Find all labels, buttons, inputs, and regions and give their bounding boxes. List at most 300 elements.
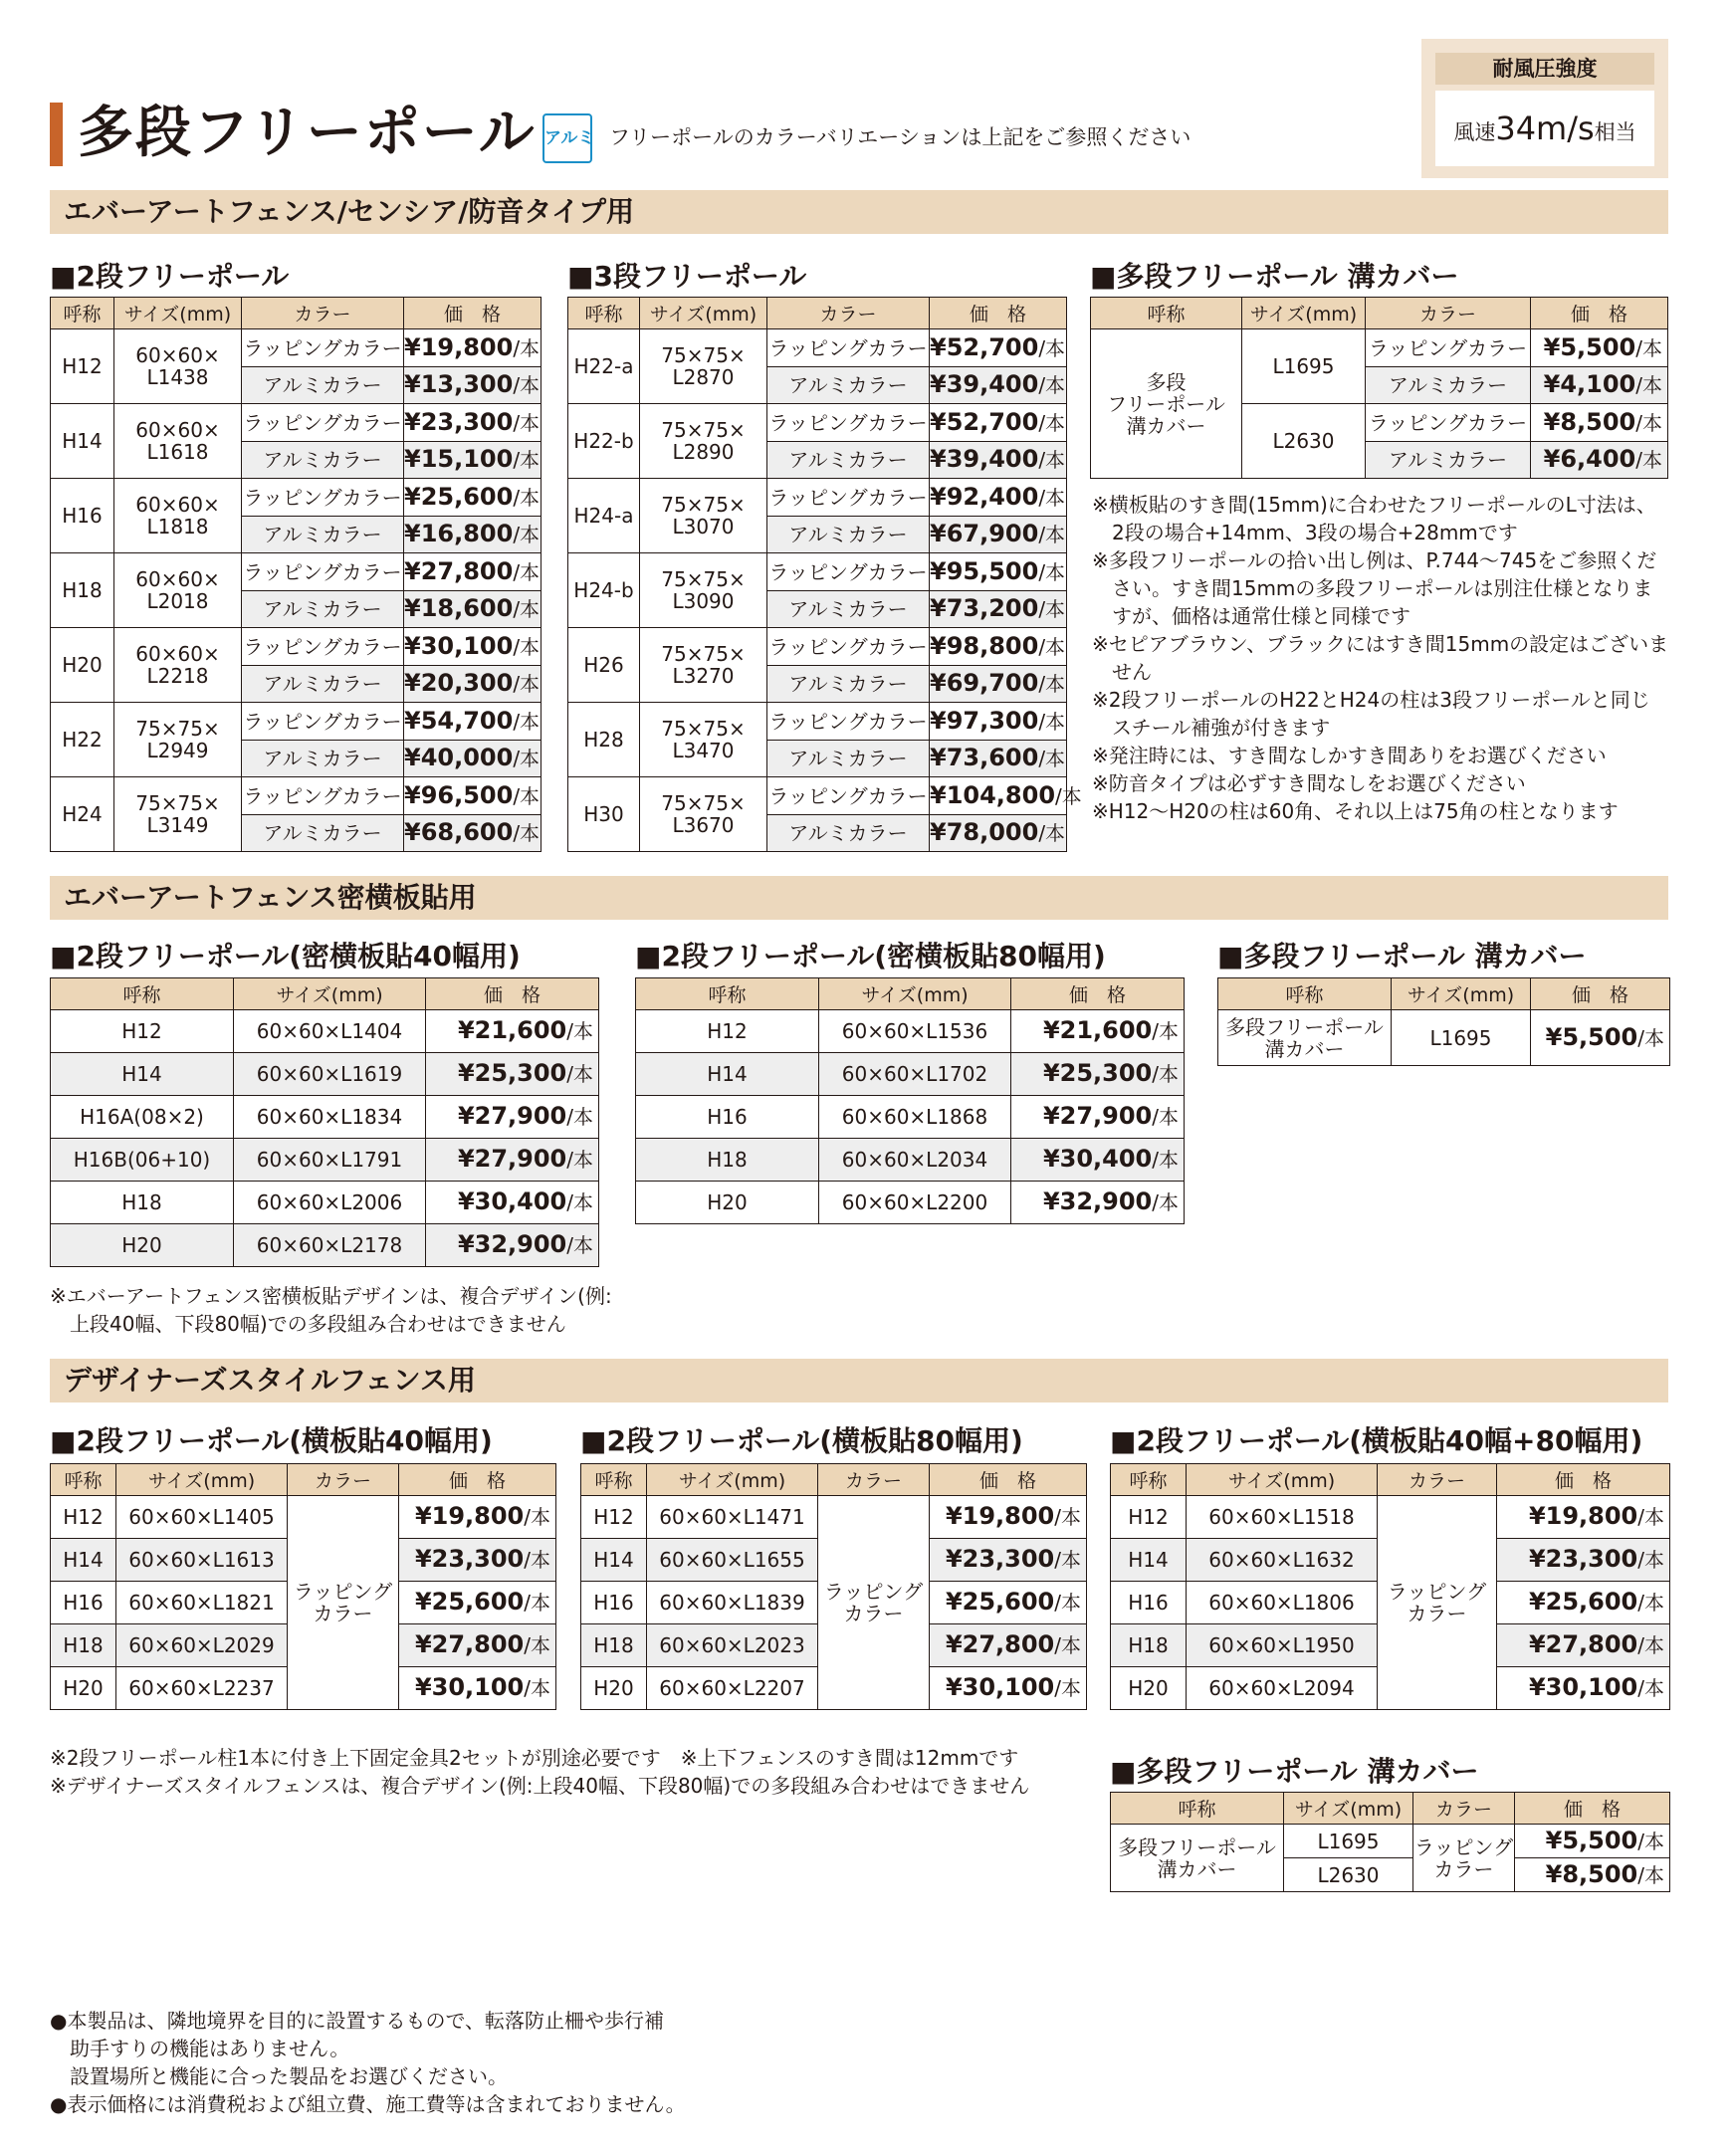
size-cell: 60×60×L1536	[819, 1010, 1011, 1053]
price-unit: /本	[1637, 1591, 1664, 1615]
price-value: ¥68,600	[404, 818, 514, 846]
table-designers-40-80	[1110, 1463, 1670, 1710]
table-3dan-heading: ■3段フリーポール	[567, 260, 807, 293]
price-value: ¥19,800	[414, 1502, 525, 1530]
price-unit: /本	[1152, 1148, 1179, 1172]
size-line1: 60×60×	[135, 567, 220, 591]
name-cell: H18	[51, 1624, 116, 1667]
price-cell	[426, 1096, 599, 1139]
color-alumi-cell: アルミカラー	[767, 367, 930, 404]
col-header-color: カラー	[818, 1464, 930, 1496]
cover-size-cell: L2630	[1284, 1858, 1413, 1892]
price-cell	[930, 1539, 1087, 1582]
name-cell: H16B(06+10)	[51, 1139, 234, 1182]
price-cell	[404, 666, 542, 703]
size-cell: 60×60×L1655	[647, 1539, 818, 1582]
name-cell: H20	[51, 1224, 234, 1267]
size-line2: L1438	[146, 365, 209, 389]
size-line1: 75×75×	[661, 418, 746, 442]
name-cell: H14	[636, 1053, 819, 1096]
name-cell: H18	[51, 553, 114, 628]
price-value: ¥78,000	[930, 818, 1039, 846]
col-header-color: カラー	[1366, 298, 1531, 329]
price-cell	[930, 1496, 1087, 1539]
table-row	[636, 1139, 1185, 1182]
size-cell: 60×60×L1702	[819, 1053, 1011, 1096]
size-line2: L1818	[146, 515, 209, 539]
price-unit: /本	[513, 634, 541, 659]
price-cell	[930, 777, 1082, 815]
color-alumi-cell: アルミカラー	[1366, 367, 1531, 404]
price-value: ¥25,600	[414, 1588, 525, 1616]
name-cell: H22	[51, 703, 114, 777]
price-value: ¥25,600	[404, 482, 514, 511]
size-cell: 60×60×L1405	[116, 1496, 288, 1539]
size-line2: L2890	[672, 440, 735, 464]
name-cell: H20	[1111, 1667, 1187, 1710]
price-cell	[404, 815, 542, 852]
section-title-everart: エバーアートフェンス/センシア/防音タイプ用	[50, 190, 1668, 234]
size-cell	[640, 628, 767, 703]
price-value: ¥98,800	[930, 631, 1039, 660]
price-cell	[404, 741, 542, 777]
price-unit: /本	[566, 1190, 593, 1214]
cover-name-line3: 溝カバー	[1126, 413, 1206, 438]
color-wrap-cell: ラッピングカラー	[767, 404, 930, 442]
note-line: ※防音タイプは必ずすき間なしをお選びください	[1092, 771, 1526, 795]
size-cell	[640, 329, 767, 404]
price-value: ¥39,400	[930, 370, 1039, 398]
price-cell	[426, 1053, 599, 1096]
color-line2: カラー	[1433, 1856, 1494, 1881]
price-unit: /本	[1637, 1505, 1664, 1529]
price-unit: /本	[513, 672, 541, 696]
price-value: ¥5,500	[1545, 1826, 1638, 1854]
price-cell	[1497, 1582, 1670, 1624]
alumi-badge: アルミ	[542, 113, 592, 163]
price-unit: /本	[513, 485, 541, 510]
col-header-color: カラー	[1413, 1793, 1515, 1825]
price-unit: /本	[1054, 1505, 1081, 1529]
price-value: ¥32,900	[1042, 1187, 1153, 1215]
wind-strength-label: 耐風圧強度	[1435, 53, 1654, 85]
col-header-price: 価 格	[1497, 1464, 1670, 1496]
col-header-size: サイズ(mm)	[819, 978, 1011, 1010]
size-cell: 60×60×L1821	[116, 1582, 288, 1624]
cover-name-cell	[1218, 1010, 1392, 1066]
table-row	[51, 404, 542, 442]
note-line: せん	[1092, 660, 1152, 684]
color-wrap-cell: ラッピングカラー	[242, 553, 404, 591]
note-line: ※セピアブラウン、ブラックにはすき間15mmの設定はございま	[1092, 632, 1669, 656]
size-line2: L3070	[672, 515, 735, 539]
price-cell	[399, 1582, 556, 1624]
price-value: ¥39,400	[930, 445, 1039, 473]
price-unit: /本	[1038, 448, 1066, 472]
color-alumi-cell: アルミカラー	[767, 442, 930, 479]
table-dense80-heading: ■2段フリーポール(密横板貼80幅用)	[635, 940, 1106, 972]
color-alumi-cell: アルミカラー	[242, 591, 404, 628]
price-value: ¥27,800	[404, 556, 514, 585]
table-dense40-heading: ■2段フリーポール(密横板貼40幅用)	[50, 940, 521, 972]
page-title: 多段フリーポール	[78, 101, 537, 165]
color-wrap-cell: ラッピングカラー	[1366, 404, 1531, 442]
color-line2: カラー	[1407, 1602, 1467, 1625]
note-line: ※H12〜H20の柱は60角、それ以上は75角の柱となります	[1092, 799, 1619, 823]
table-row	[51, 1096, 599, 1139]
color-line1: ラッピング	[1387, 1580, 1487, 1604]
color-line1: ラッピング	[293, 1580, 393, 1604]
price-value: ¥25,300	[1042, 1059, 1153, 1087]
size-line1: 60×60×	[135, 642, 220, 666]
title-accent-bar	[50, 103, 63, 166]
price-value: ¥13,300	[404, 370, 514, 398]
name-cell: H18	[636, 1139, 819, 1182]
price-unit: /本	[1038, 634, 1066, 659]
price-unit: /本	[1038, 709, 1066, 734]
name-cell: H24	[51, 777, 114, 852]
price-unit: /本	[1038, 485, 1066, 510]
col-header-size: サイズ(mm)	[640, 298, 767, 329]
color-alumi-cell: アルミカラー	[767, 591, 930, 628]
color-alumi-cell: アルミカラー	[767, 741, 930, 777]
size-line1: 75×75×	[135, 791, 220, 815]
wind-strength-value	[1435, 91, 1654, 166]
color-wrap-cell: ラッピングカラー	[767, 703, 930, 741]
table-row	[51, 1139, 599, 1182]
price-cell	[1497, 1496, 1670, 1539]
price-value: ¥25,300	[457, 1059, 567, 1087]
cover-name-line2: フリーポール	[1107, 391, 1225, 416]
size-line2: L2018	[146, 589, 209, 613]
price-unit: /本	[1038, 335, 1066, 360]
cover-color-cell	[1413, 1825, 1515, 1892]
table-row	[51, 479, 542, 517]
color-line1: ラッピング	[823, 1580, 924, 1604]
wind-value: 34m/s	[1495, 109, 1595, 147]
price-cell	[404, 479, 542, 517]
price-cell	[1011, 1010, 1185, 1053]
col-header-color: カラー	[242, 298, 404, 329]
price-cell	[404, 367, 542, 404]
size-cell: L1695	[1242, 329, 1366, 404]
price-unit: /本	[1637, 1862, 1664, 1887]
size-cell: 60×60×L2237	[116, 1667, 288, 1710]
col-header-color: カラー	[1378, 1464, 1497, 1496]
name-cell: H22-a	[568, 329, 640, 404]
footer-notes	[50, 2007, 747, 2118]
table-row	[51, 329, 542, 367]
price-value: ¥5,500	[1545, 1022, 1638, 1051]
price-unit: /本	[566, 1062, 593, 1086]
price-value: ¥32,900	[457, 1230, 567, 1258]
price-unit: /本	[513, 597, 541, 621]
name-cell: H12	[51, 1010, 234, 1053]
col-header-name: 呼称	[1111, 1464, 1187, 1496]
size-line2: L1618	[146, 440, 209, 464]
color-wrap-cell: ラッピングカラー	[242, 404, 404, 442]
col-header-name: 呼称	[51, 978, 234, 1010]
price-unit: /本	[1152, 1190, 1179, 1214]
table-row	[51, 1010, 599, 1053]
col-header-price: 価 格	[1531, 298, 1668, 329]
price-unit: /本	[524, 1591, 550, 1615]
table-row	[636, 1053, 1185, 1096]
size-cell	[640, 479, 767, 553]
price-value: ¥30,100	[1528, 1673, 1638, 1701]
price-value: ¥19,800	[404, 332, 514, 361]
size-cell: 60×60×L2200	[819, 1182, 1011, 1224]
color-wrap-cell: ラッピングカラー	[767, 329, 930, 367]
cover-price-cell	[1515, 1825, 1670, 1858]
table-ds80-heading: ■2段フリーポール(横板貼80幅用)	[580, 1424, 1023, 1457]
name-cell: H18	[581, 1624, 647, 1667]
name-cell: H12	[1111, 1496, 1187, 1539]
price-cell	[1011, 1182, 1185, 1224]
price-cell	[404, 777, 542, 815]
price-cell	[1011, 1053, 1185, 1096]
cover-name-cell	[1111, 1825, 1284, 1892]
table-row	[1091, 329, 1668, 367]
name-cell: H20	[636, 1182, 819, 1224]
price-cell	[404, 591, 542, 628]
price-unit: /本	[513, 559, 541, 584]
color-alumi-cell: アルミカラー	[242, 741, 404, 777]
note-line: ※横板貼のすき間(15mm)に合わせたフリーポールのL寸法は、	[1092, 493, 1656, 517]
note-line: さい。すき間15mmの多段フリーポールは別注仕様となりま	[1092, 576, 1653, 600]
price-value: ¥30,400	[457, 1187, 567, 1215]
price-cell	[1497, 1624, 1670, 1667]
table-row	[581, 1496, 1087, 1539]
cover-name-line1: 多段フリーポール	[1118, 1834, 1276, 1859]
price-cell	[404, 703, 542, 741]
size-cell: 60×60×L1619	[234, 1053, 426, 1096]
size-cell: 60×60×L2006	[234, 1182, 426, 1224]
size-cell	[114, 553, 242, 628]
table-row	[636, 1010, 1185, 1053]
name-cell: H30	[568, 777, 640, 852]
size-line1: 75×75×	[661, 493, 746, 517]
name-cell: H20	[51, 628, 114, 703]
price-unit: /本	[1038, 821, 1066, 845]
size-line1: 60×60×	[135, 343, 220, 367]
price-value: ¥30,100	[404, 631, 514, 660]
table-dense-80	[635, 977, 1185, 1224]
cover-name-line1: 多段フリーポール	[1225, 1014, 1384, 1039]
name-cell: H28	[568, 703, 640, 777]
size-line1: 75×75×	[661, 567, 746, 591]
price-unit: /本	[1635, 410, 1662, 435]
price-unit: /本	[1054, 1633, 1081, 1657]
price-value: ¥21,600	[457, 1016, 567, 1044]
size-cell	[114, 777, 242, 852]
price-value: ¥15,100	[404, 445, 514, 473]
price-value: ¥27,800	[1528, 1630, 1638, 1658]
price-value: ¥96,500	[404, 780, 514, 809]
name-cell: H20	[51, 1667, 116, 1710]
price-value: ¥27,900	[457, 1145, 567, 1173]
table-row	[51, 777, 542, 815]
price-value: ¥20,300	[404, 669, 514, 697]
color-wrap-cell: ラッピングカラー	[767, 777, 930, 815]
cover-size-cell: L1695	[1284, 1825, 1413, 1858]
color-line1: ラッピング	[1413, 1834, 1514, 1859]
color-alumi-cell: アルミカラー	[767, 517, 930, 553]
size-cell: 60×60×L1839	[647, 1582, 818, 1624]
name-cell: H20	[581, 1667, 647, 1710]
table-cover2-heading: ■多段フリーポール 溝カバー	[1217, 940, 1587, 972]
col-header-size: サイズ(mm)	[1242, 298, 1366, 329]
price-unit: /本	[1038, 523, 1066, 546]
price-unit: /本	[1038, 559, 1066, 584]
cover-price-cell	[1531, 1010, 1670, 1066]
price-value: ¥21,600	[1042, 1016, 1153, 1044]
name-cell: H12	[51, 329, 114, 404]
color-alumi-cell: アルミカラー	[767, 815, 930, 852]
table-row	[51, 628, 542, 666]
price-cell	[1011, 1139, 1185, 1182]
price-value: ¥25,600	[1528, 1588, 1638, 1616]
table-row	[51, 1053, 599, 1096]
price-cell	[930, 666, 1067, 703]
size-cell: L2630	[1242, 404, 1366, 479]
price-unit: /本	[1635, 335, 1662, 360]
size-cell: 60×60×L1806	[1187, 1582, 1378, 1624]
price-cell	[930, 553, 1067, 591]
col-header-size: サイズ(mm)	[116, 1464, 288, 1496]
color-wrap-cell: ラッピングカラー	[767, 553, 930, 591]
price-cell	[399, 1667, 556, 1710]
name-cell: H26	[568, 628, 640, 703]
price-value: ¥30,100	[414, 1673, 525, 1701]
price-cell	[930, 1582, 1087, 1624]
table-dense-40	[50, 977, 599, 1267]
price-value: ¥23,300	[1528, 1545, 1638, 1573]
col-header-price: 価 格	[1515, 1793, 1670, 1825]
size-line1: 60×60×	[135, 418, 220, 442]
size-cell: 60×60×L1471	[647, 1496, 818, 1539]
col-header-name: 呼称	[1111, 1793, 1284, 1825]
price-unit: /本	[513, 373, 541, 397]
note-line: ※エバーアートフェンス密横板貼デザインは、複合デザイン(例:	[50, 1284, 612, 1308]
price-cell	[404, 517, 542, 553]
price-unit: /本	[1055, 783, 1082, 808]
color-wrap-cell: ラッピングカラー	[242, 703, 404, 741]
col-header-price: 価 格	[404, 298, 542, 329]
table-cover3-heading: ■多段フリーポール 溝カバー	[1110, 1755, 1479, 1788]
color-cell	[288, 1496, 399, 1710]
color-alumi-cell: アルミカラー	[242, 666, 404, 703]
name-cell: H22-b	[568, 404, 640, 479]
wind-prefix: 風速	[1453, 120, 1496, 144]
name-cell: H12	[51, 1496, 116, 1539]
price-unit: /本	[513, 410, 541, 435]
col-header-name: 呼称	[636, 978, 819, 1010]
col-header-color: カラー	[767, 298, 930, 329]
price-cell	[399, 1496, 556, 1539]
name-cell: H18	[51, 1182, 234, 1224]
name-cell: H24-b	[568, 553, 640, 628]
note-line: ※多段フリーポールの拾い出し例は、P.744〜745をご参照くだ	[1092, 548, 1657, 572]
note-line: すが、価格は通常仕様と同様です	[1092, 604, 1410, 628]
price-cell	[426, 1182, 599, 1224]
size-line2: L3270	[672, 664, 735, 688]
color-alumi-cell: アルミカラー	[242, 815, 404, 852]
price-value: ¥54,700	[404, 706, 514, 735]
price-unit: /本	[1637, 1829, 1664, 1853]
color-wrap-cell: ラッピングカラー	[767, 479, 930, 517]
size-line2: L3470	[672, 739, 735, 762]
price-value: ¥52,700	[930, 332, 1039, 361]
price-value: ¥23,300	[404, 407, 514, 436]
cover-name-line2: 溝カバー	[1157, 1856, 1237, 1881]
color-wrap-cell: ラッピングカラー	[767, 628, 930, 666]
col-header-name: 呼称	[51, 298, 114, 329]
col-header-color: カラー	[288, 1464, 399, 1496]
price-value: ¥95,500	[930, 556, 1039, 585]
price-unit: /本	[566, 1019, 593, 1043]
section-title-designers: デザイナーズスタイルフェンス用	[50, 1359, 1668, 1402]
price-value: ¥73,600	[930, 744, 1039, 771]
price-cell	[404, 404, 542, 442]
col-header-name: 呼称	[1091, 298, 1242, 329]
price-unit: /本	[566, 1148, 593, 1172]
size-cell: 60×60×L1613	[116, 1539, 288, 1582]
color-alumi-cell: アルミカラー	[767, 666, 930, 703]
table-row	[51, 1496, 556, 1539]
table-row	[636, 1182, 1185, 1224]
name-cell: H12	[581, 1496, 647, 1539]
name-cell: H24-a	[568, 479, 640, 553]
price-value: ¥104,800	[930, 780, 1056, 809]
color-alumi-cell: アルミカラー	[242, 367, 404, 404]
price-unit: /本	[524, 1633, 550, 1657]
price-unit: /本	[1635, 448, 1662, 472]
price-value: ¥27,900	[1042, 1102, 1153, 1130]
price-value: ¥19,800	[945, 1502, 1055, 1530]
size-line2: L3149	[146, 813, 209, 837]
note-line: ●本製品は、隣地境界を目的に設置するもので、転落防止柵や歩行補	[50, 2009, 665, 2033]
price-unit: /本	[513, 747, 541, 770]
color-line2: カラー	[313, 1602, 373, 1625]
size-cell	[640, 777, 767, 852]
price-unit: /本	[513, 821, 541, 845]
price-unit: /本	[1038, 672, 1066, 696]
price-cell	[1531, 442, 1668, 479]
table-row	[1111, 1496, 1670, 1539]
price-cell	[399, 1624, 556, 1667]
size-line1: 75×75×	[135, 717, 220, 741]
table-row	[51, 553, 542, 591]
col-header-price: 価 格	[1011, 978, 1185, 1010]
size-cell	[114, 703, 242, 777]
name-cell: H14	[581, 1539, 647, 1582]
color-cell	[818, 1496, 930, 1710]
table-cover1-heading: ■多段フリーポール 溝カバー	[1090, 260, 1459, 293]
note-line: 設置場所と機能に合った製品をお選びください。	[50, 2064, 508, 2088]
price-cell	[930, 628, 1067, 666]
price-unit: /本	[1054, 1591, 1081, 1615]
size-cell: 60×60×L1834	[234, 1096, 426, 1139]
size-cell: 60×60×L1868	[819, 1096, 1011, 1139]
size-line2: L2218	[146, 664, 209, 688]
color-wrap-cell: ラッピングカラー	[1366, 329, 1531, 367]
price-value: ¥73,200	[930, 594, 1039, 622]
size-cell	[114, 404, 242, 479]
note-line: 上段40幅、下段80幅)での多段組み合わせはできません	[50, 1312, 566, 1336]
note-line: ※2段フリーポール柱1本に付き上下固定金具2セットが別途必要です ※上下フェンスのすき間は12mmです	[50, 1746, 1019, 1770]
price-unit: /本	[1635, 373, 1662, 397]
